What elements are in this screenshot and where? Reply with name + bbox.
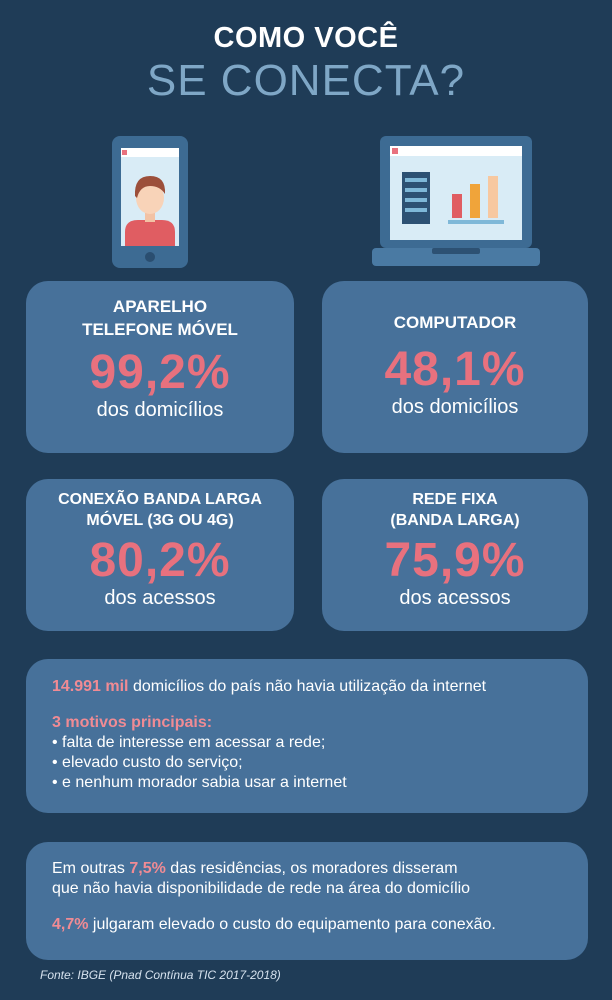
reason-item: • elevado custo do serviço; xyxy=(52,754,243,771)
availability-highlight: 7,5% xyxy=(129,860,166,877)
laptop-chart-icon xyxy=(372,136,540,268)
reason-item: • falta de interesse em acessar a rede; xyxy=(52,734,326,751)
no-internet-summary xyxy=(52,677,562,697)
stat-caption: dos acessos xyxy=(399,587,511,609)
availability-info-box xyxy=(26,842,588,960)
equipment-cost-highlight: 4,7% xyxy=(52,916,89,933)
stat-card-mobile-broadband xyxy=(26,479,294,631)
title-line-2: SE CONECTA? xyxy=(146,56,466,105)
stat-card-fixed-broadband xyxy=(322,479,588,631)
stat-label-line-1: APARELHO xyxy=(112,297,208,316)
stat-value: 48,1% xyxy=(384,343,526,396)
availability-line-2: que não havia disponibilidade de rede na área do domicílio xyxy=(52,880,471,897)
stat-caption: dos domicílios xyxy=(391,396,519,418)
households-highlight: 14.991 mil xyxy=(52,678,129,695)
no-internet-info-box xyxy=(26,659,588,813)
equipment-cost-line: 4,7% julgaram elevado o custo do equipamento para conexão. xyxy=(52,916,496,933)
title-line-1: COMO VOCÊ xyxy=(213,22,399,54)
stat-value: 99,2% xyxy=(89,346,231,399)
households-text: domicílios do país não havia utilização da internet xyxy=(132,678,487,695)
stat-card-computer xyxy=(322,281,588,453)
stat-caption: dos domicílios xyxy=(96,399,224,421)
stat-label-line-2: TELEFONE MÓVEL xyxy=(82,320,238,339)
stat-card-mobile-phone xyxy=(26,281,294,453)
smartphone-icon xyxy=(112,136,192,270)
stat-value: 80,2% xyxy=(89,534,231,587)
stat-label-line-1: COMPUTADOR xyxy=(393,313,517,332)
reasons-title: 3 motivos principais: xyxy=(52,714,213,731)
source-note: Fonte: IBGE (Pnad Contínua TIC 2017-2018) xyxy=(40,968,281,982)
reason-item: • e nenhum morador sabia usar a internet xyxy=(52,774,347,791)
stat-label-line-1: REDE FIXA xyxy=(412,491,498,508)
stat-caption: dos acessos xyxy=(104,587,216,609)
stat-label-line-1: CONEXÃO BANDA LARGA xyxy=(58,491,262,508)
availability-line-1: Em outras 7,5% das residências, os moradores disseram xyxy=(52,860,458,877)
stat-label-line-2: MÓVEL (3G OU 4G) xyxy=(86,512,234,529)
stat-label-line-2: (BANDA LARGA) xyxy=(390,512,520,529)
stat-value: 75,9% xyxy=(384,534,526,587)
